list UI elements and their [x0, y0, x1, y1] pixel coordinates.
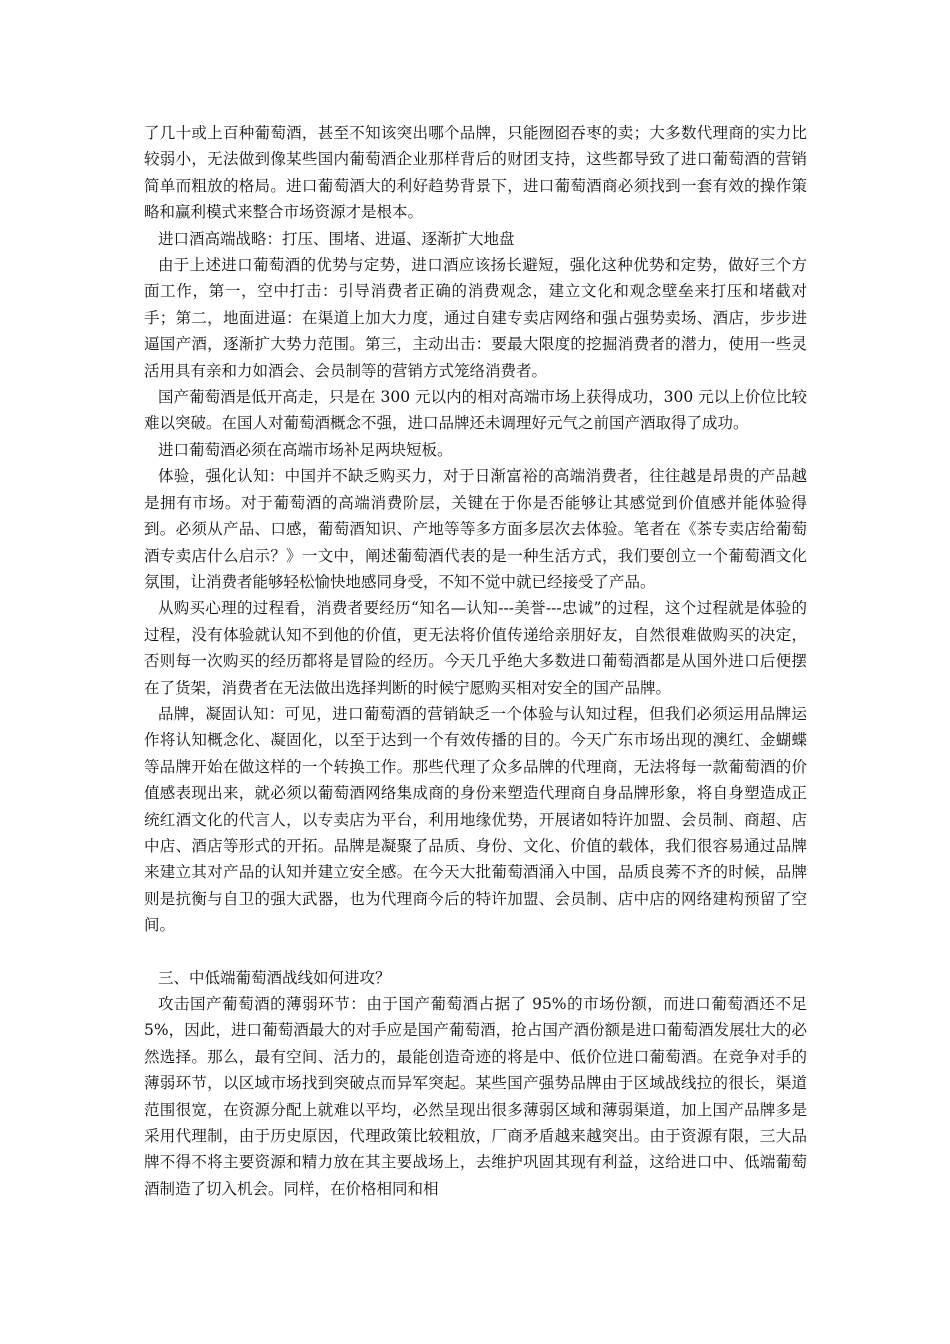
paragraph-purchase-psychology: 从购买心理的过程看，消费者要经历“知名—认知---美誉---忠诚”的过程，这个过程就是体验的过程，没有体验就认知不到他的价值，更无法将价值传递给亲朋好友，自然很难做购买的决定，否则每一次购买的经历都将是冒险的经历。今天几乎绝大多数进口葡萄酒都是从国外进口后便摆在了货架，消费者在无法做出选择判断的时候宁愿购买相对安全的国产品牌。	[144, 599, 807, 697]
document-body	[144, 120, 807, 1202]
paragraph-spacer	[144, 939, 807, 965]
section-heading-mid-low-end: 三、中低端葡萄酒战线如何进攻？	[157, 968, 391, 987]
paragraph-intro: 了几十或上百种葡萄酒，甚至不知该突出哪个品牌，只能囫囵吞枣的卖；大多数代理商的实力比较弱小，无法做到像某些国内葡萄酒企业那样背后的财团支持，这些都导致了进口葡萄酒的营销简单而粗放的格局。进口葡萄酒大的利好趋势背景下，进口葡萄酒商必须找到一套有效的操作策略和赢利模式来整合市场资源才是根本。	[144, 124, 807, 222]
paragraph-brand: 品牌，凝固认知：可见，进口葡萄酒的营销缺乏一个体验与认知过程，但我们必须运用品牌运作将认知概念化、凝固化，以至于达到一个有效传播的目的。今天广东市场出现的澳红、金蝴蝶等品牌开始在做这样的一个转换工作。那些代理了众多品牌的代理商，无法将每一款葡萄酒的价值感表现出来，就必须以葡萄酒网络集成商的身份来塑造代理商自身品牌形象，将自身塑造成正统红酒文化的代言人，以专卖店为平台，利用地缘优势，开展诸如特许加盟、会员制、商超、店中店、酒店等形式的开拓。品牌是凝聚了品质、身份、文化、价值的载体，我们很容易通过品牌来建立其对产品的认知并建立安全感。在今天大批葡萄酒涌入中国，品质良莠不齐的时候，品牌则是抗衡与自卫的强大武器，也为代理商今后的特许加盟、会员制、店中店的网络建构预留了空间。	[144, 704, 807, 935]
paragraph-shortcomings: 进口葡萄酒必须在高端市场补足两块短板。	[157, 440, 453, 459]
paragraph-strategy: 由于上述进口葡萄酒的优势与定势，进口酒应该扬长避短，强化这种优势和定势，做好三个方面工作，第一，空中打击：引导消费者正确的消费观念，建立文化和观念壁垒来打压和堵截对手；第二，地面进逼：在渠道上加大力度，通过自建专卖店网络和强占强势卖场、酒店，步步进逼国产酒，逐渐扩大势力范围。第三，主动出击：要最大限度的挖掘消费者的潜力，使用一些灵活用具有亲和力如酒会、会员制等的营销方式笼络消费者。	[144, 256, 807, 380]
paragraph-experience: 体验，强化认知：中国并不缺乏购买力，对于日渐富裕的高端消费者，往往越是昂贵的产品越是拥有市场。对于葡萄酒的高端消费阶层，关键在于你是否能够让其感觉到价值感并能体验得到。必须从产品、口感，葡萄酒知识、产地等等多方面多层次去体验。笔者在《茶专卖店给葡萄酒专卖店什么启示？》一文中，阐述葡萄酒代表的是一种生活方式，我们要创立一个葡萄酒文化氛围，让消费者能够轻松愉快地感同身受，不知不觉中就已经接受了产品。	[144, 467, 807, 591]
paragraph-domestic-wine: 国产葡萄酒是低开高走，只是在 300 元以内的相对高端市场上获得成功，300 元以上价位比较难以突破。在国人对葡萄酒概念不强，进口品牌还未调理好元气之前国产酒取得了成功。	[144, 388, 807, 433]
section-heading-high-end-strategy: 进口酒高端战略：打压、围堵、进逼、逐渐扩大地盘	[157, 229, 515, 248]
paragraph-attack: 攻击国产葡萄酒的薄弱环节：由于国产葡萄酒占据了 95%的市场份额，而进口葡萄酒还不足 5%，因此，进口葡萄酒最大的对手应是国产葡萄酒，抢占国产酒份额是进口葡萄酒发展壮大的必然选择。那么，最有空间、活力的，最能创造奇迹的将是中、低价位进口葡萄酒。在竞争对手的薄弱环节，以区域市场找到突破点而异军突起。某些国产强势品牌由于区域战线拉的很长，渠道范围很宽，在资源分配上就难以平均，必然呈现出很多薄弱区域和薄弱渠道，加上国产品牌多是采用代理制，由于历史原因，代理政策比较粗放，厂商矛盾越来越突出。由于资源有限，三大品牌不得不将主要资源和精力放在其主要战场上，去维护巩固其现有利益，这给进口中、低端葡萄酒制造了切入机会。同样，在价格相同和相	[144, 995, 807, 1198]
